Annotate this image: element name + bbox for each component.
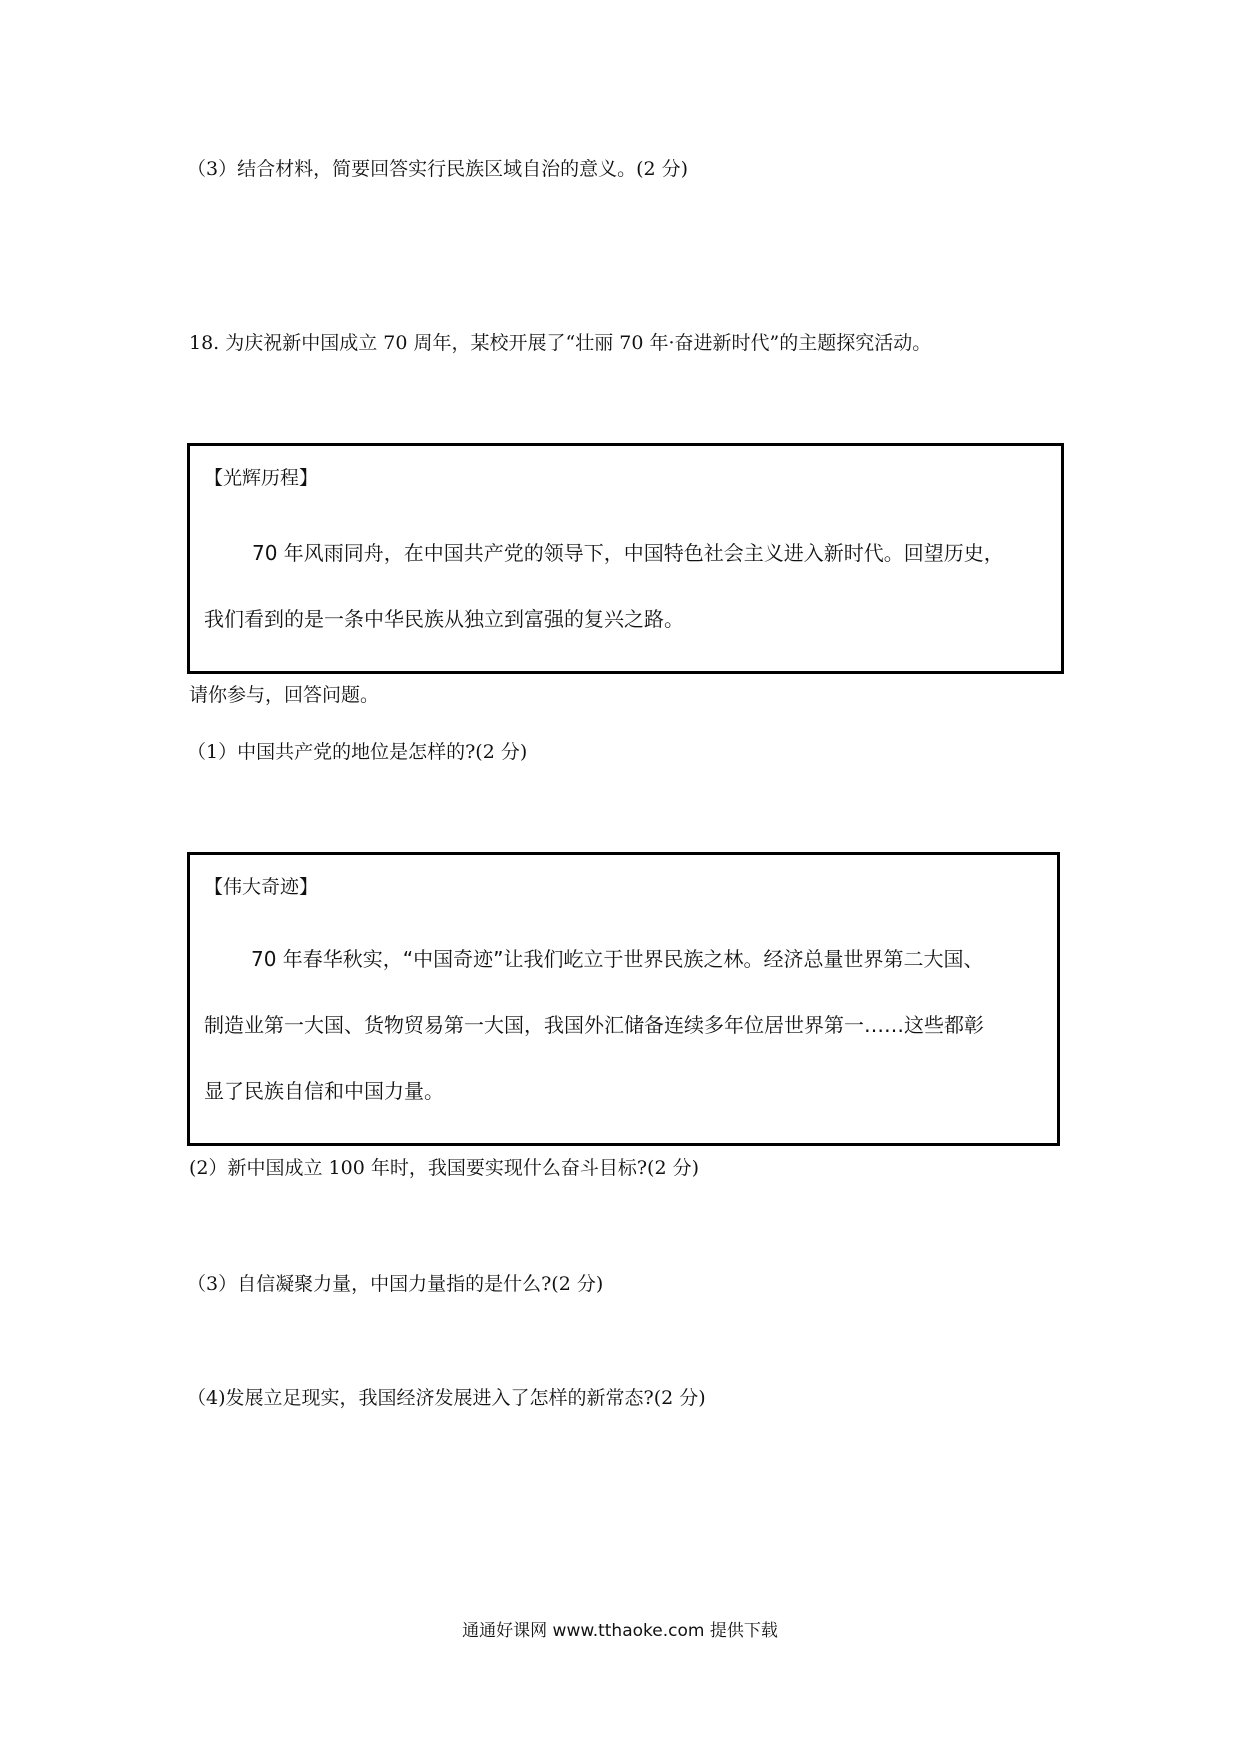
box-text-line: 70 年风雨同舟，在中国共产党的领导下，中国特色社会主义进入新时代。回望历史， [252, 541, 1004, 565]
question-18-part-4: （4)发展立足现实，我国经济发展进入了怎样的新常态?(2 分) [187, 1387, 706, 1409]
answer-prompt: 请你参与，回答问题。 [189, 684, 380, 706]
box-text-line: 显了民族自信和中国力量。 [204, 1079, 444, 1103]
box-text-line: 70 年春华秋实，“中国奇迹”让我们屹立于世界民族之林。经济总量世界第二大国、 [251, 947, 984, 971]
question-18-stem: 18. 为庆祝新中国成立 70 周年，某校开展了“壮丽 70 年·奋进新时代”的主题探究活动。 [189, 332, 932, 354]
great-miracle-box [187, 852, 1060, 1146]
page-footer: 通通好课网 www.tthaoke.com 提供下载 [462, 1621, 778, 1641]
glorious-history-box [187, 443, 1064, 674]
question-17-part-3: （3）结合材料，简要回答实行民族区域自治的意义。(2 分) [187, 158, 689, 180]
box-text-line: 我们看到的是一条中华民族从独立到富强的复兴之路。 [204, 607, 684, 631]
box-heading: 【伟大奇迹】 [204, 876, 319, 898]
question-18-part-2: (2）新中国成立 100 年时，我国要实现什么奋斗目标?(2 分) [189, 1157, 699, 1179]
box-text-line: 制造业第一大国、货物贸易第一大国，我国外汇储备连续多年位居世界第一……这些都彰 [204, 1013, 984, 1037]
box-heading: 【光辉历程】 [204, 467, 319, 489]
question-18-part-1: （1）中国共产党的地位是怎样的?(2 分) [187, 741, 528, 763]
question-18-part-3: （3）自信凝聚力量，中国力量指的是什么?(2 分) [187, 1273, 604, 1295]
